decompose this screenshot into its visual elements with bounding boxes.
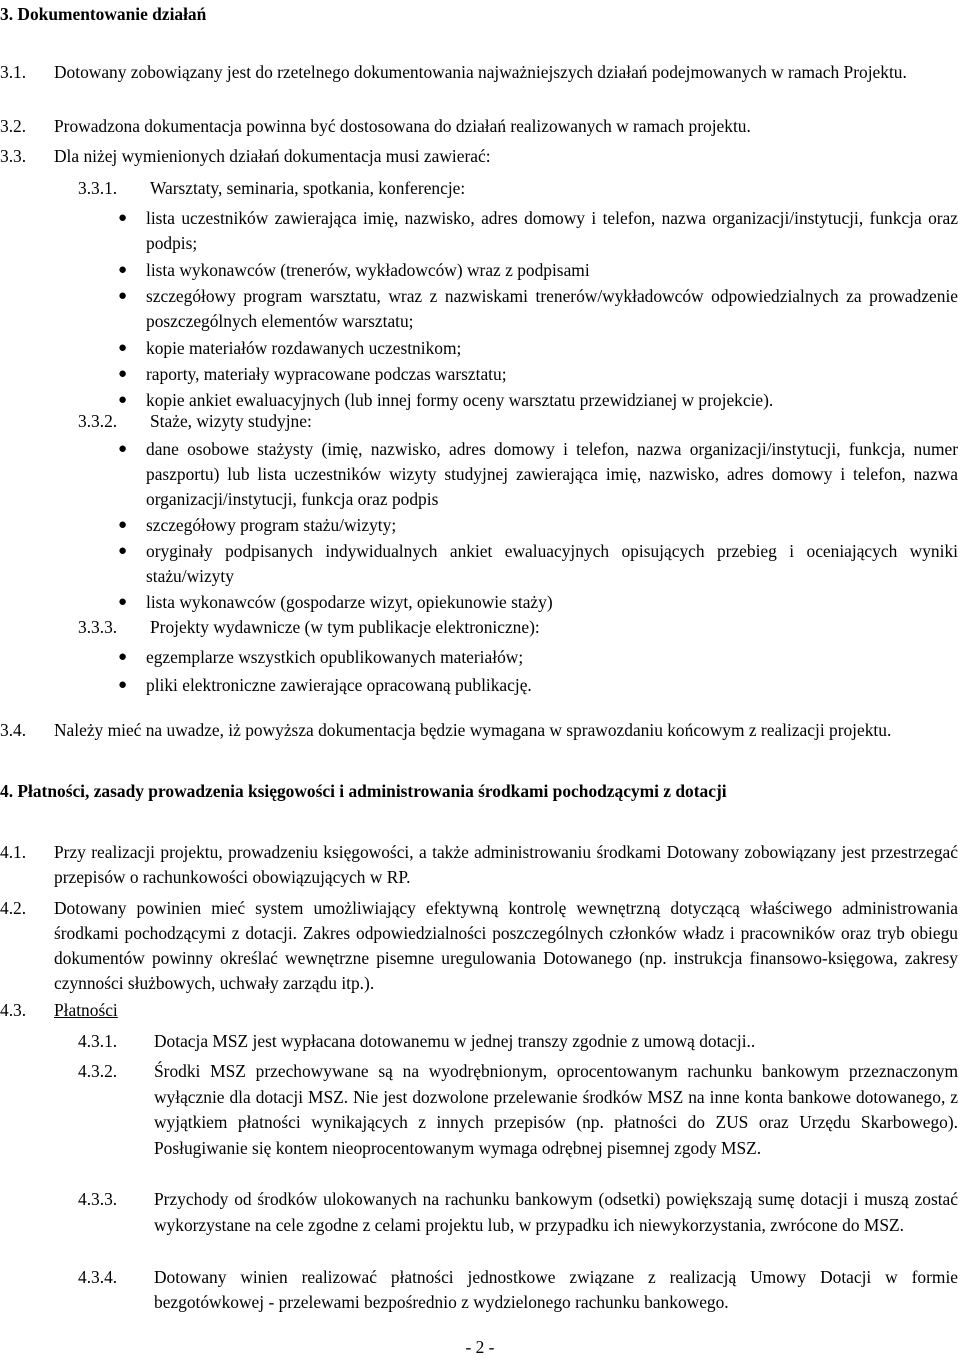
list-item: ● lista wykonawców (trenerów, wykładowców) wraz z podpisami (118, 258, 958, 283)
bullet-icon: ● (118, 340, 128, 356)
paragraph-text: Dla niżej wymienionych działań dokumentacja musi zawierać: (54, 146, 491, 166)
paragraph-number: 3.2. (0, 116, 27, 136)
section-3-heading: 3. Dokumentowanie działań (0, 4, 207, 24)
bullet-icon: ● (118, 649, 128, 665)
paragraph-text: Przy realizacji projektu, prowadzeniu księgowości, a także administrowaniu środkami Dotowany zobowiązany jest przestrzegać przepisów o rachunkowości obowiązujących w RP. (54, 842, 958, 887)
list-item: ● lista wykonawców (gospodarze wizyt, opiekunowie staży) (118, 590, 958, 615)
bullet-icon: ● (118, 392, 128, 408)
list-item: ● kopie ankiet ewaluacyjnych (lub innej formy oceny warsztatu przewidzianej w projekcie). (118, 388, 958, 413)
paragraph-text: Dotowany powinien mieć system umożliwiający efektywną kontrolę wewnętrzną dotyczącą właściwego administrowania środkami pochodzącymi z dotacji. Zakres odpowiedzialności poszczególnych członków władz i pracowników oraz tryb obiegu dokumentów powinny określać wewnętrzne pisemne uregulowania Dotowanego (np. instrukcja finansowo-księgowa, zakresy czynności służbowych, uchwały zarządu itp.). (54, 898, 958, 993)
bullet-icon: ● (118, 210, 128, 226)
subsection-number: 3.3.1. (78, 178, 118, 198)
paragraph-text: Dotowany zobowiązany jest do rzetelnego dokumentowania najważniejszych działań podejmowanych w ramach Projektu. (54, 62, 907, 82)
paragraph-number: 4.1. (0, 842, 27, 862)
paragraph-4-3-3 (78, 1187, 958, 1238)
bullet-icon: ● (118, 262, 128, 278)
paragraph-4-2 (0, 896, 958, 996)
subsection-3-3-1-heading (78, 176, 466, 201)
subsection-3-3-2-heading (78, 409, 312, 434)
paragraph-3-2 (0, 114, 958, 139)
paragraph-4-1 (0, 840, 958, 890)
list-item: ● raporty, materiały wypracowane podczas warsztatu; (118, 362, 958, 387)
subsection-title: Warsztaty, seminaria, spotkania, konferencje: (150, 178, 466, 198)
paragraph-text: Prowadzona dokumentacja powinna być dostosowana do działań realizowanych w ramach projektu. (54, 116, 751, 136)
paragraph-text: Dotacja MSZ jest wypłacana dotowanemu w jednej transzy zgodnie z umową dotacji.. (154, 1031, 756, 1051)
paragraph-number: 4.2. (0, 898, 27, 918)
subsection-4-3-heading (0, 998, 118, 1023)
section-4-heading: 4. Płatności, zasady prowadzenia księgowości i administrowania środkami pochodzącymi z dotacji (0, 781, 727, 801)
list-item: ● kopie materiałów rozdawanych uczestnikom; (118, 336, 958, 361)
paragraph-number: 4.3.3. (78, 1189, 118, 1209)
paragraph-3-4 (0, 718, 958, 743)
paragraph-4-3-1 (78, 1029, 958, 1054)
subsection-title: Projekty wydawnicze (w tym publikacje elektroniczne): (150, 617, 540, 637)
bullet-icon: ● (118, 441, 128, 457)
paragraph-number: 3.4. (0, 720, 27, 740)
list-3-3-1 (118, 206, 958, 413)
paragraph-number: 4.3.1. (78, 1031, 118, 1051)
bullet-icon: ● (118, 543, 128, 559)
list-item: ● dane osobowe stażysty (imię, nazwisko, adres domowy i telefon, nazwa organizacji/instytucji, funkcja, numer paszportu) lub lista uczestników wizyty studyjnej zawierająca imię, nazwisko, adres domowy i telefon, nazwa organizacji/instytucji, funkcja oraz podpis (118, 439, 958, 509)
paragraph-3-3 (0, 144, 958, 169)
list-item: ● oryginały podpisanych indywidualnych ankiet ewaluacyjnych opisujących przebieg i oceniających wyniki stażu/wizyty (118, 541, 958, 586)
list-3-3-3 (118, 645, 958, 698)
list-3-3-2 (118, 437, 958, 615)
list-item: ● szczegółowy program warsztatu, wraz z nazwiskami trenerów/wykładowców odpowiedzialnych za prowadzenie poszczególnych elementów warsztatu; (118, 286, 958, 331)
paragraph-3-1 (0, 60, 958, 85)
subsection-title: Płatności (54, 1000, 118, 1020)
bullet-icon: ● (118, 517, 128, 533)
bullet-icon: ● (118, 594, 128, 610)
bullet-icon: ● (118, 677, 128, 693)
paragraph-text: Dotowany winien realizować płatności jednostkowe związane z realizacją Umowy Dotacji w formie bezgotówkowej - przelewami bezpośrednio z wydzielonego rachunku bankowego. (154, 1267, 958, 1312)
paragraph-number: 3.1. (0, 62, 27, 82)
bullet-icon: ● (118, 288, 128, 304)
paragraph-text: Środki MSZ przechowywane są na wyodrębnionym, oprocentowanym rachunku bankowym przeznaczonym wyłącznie dla dotacji MSZ. Nie jest dozwolone przelewanie środków MSZ na inne konta bankowe dotowanego, z wyjątkiem płatności wynikających z innych przepisów (np. płatności do ZUS oraz Urzędu Skarbowego). Posługiwanie się kontem nieoprocentowanym wymaga odrębnej pisemnej zgody MSZ. (154, 1061, 958, 1158)
paragraph-4-3-4 (78, 1265, 958, 1315)
bullet-icon: ● (118, 366, 128, 382)
subsection-title: Staże, wizyty studyjne: (150, 411, 312, 431)
paragraph-text: Przychody od środków ulokowanych na rachunku bankowym (odsetki) powiększają sumę dotacji i muszą zostać wykorzystane na cele zgodne z celami projektu lub, w przypadku ich niewykorzystania, zwrócone do MSZ. (154, 1189, 958, 1235)
subsection-number: 3.3.2. (78, 411, 118, 431)
subsection-number: 3.3.3. (78, 617, 118, 637)
paragraph-4-3-2 (78, 1059, 958, 1161)
paragraph-text: Należy mieć na uwadze, iż powyższa dokumentacja będzie wymagana w sprawozdaniu końcowym z realizacji projektu. (54, 720, 892, 740)
list-item: ● pliki elektroniczne zawierające opracowaną publikację. (118, 673, 958, 698)
list-item: ● szczegółowy program stażu/wizyty; (118, 513, 958, 538)
subsection-3-3-3-heading (78, 615, 540, 640)
paragraph-number: 3.3. (0, 146, 27, 166)
list-item: ● lista uczestników zawierająca imię, nazwisko, adres domowy i telefon, nazwa organizacji/instytucji, funkcja oraz podpis; (118, 208, 958, 253)
paragraph-number: 4.3.4. (78, 1267, 118, 1287)
paragraph-number: 4.3.2. (78, 1061, 118, 1081)
list-item: ● egzemplarze wszystkich opublikowanych materiałów; (118, 645, 958, 670)
subsection-number: 4.3. (0, 1000, 27, 1020)
page-number: - 2 - (465, 1337, 495, 1357)
